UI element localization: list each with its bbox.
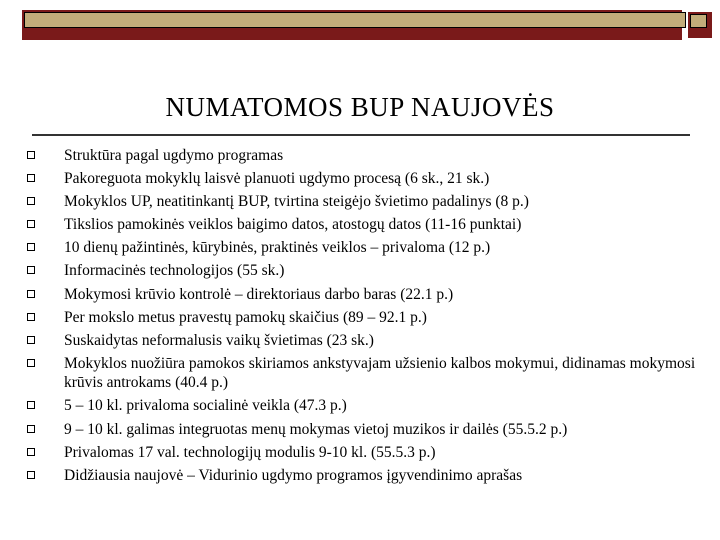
bullet-item <box>26 192 706 212</box>
bullet-text: 10 dienų pažintinės, kūrybinės, praktinės veiklos – privaloma (12 p.) <box>64 239 491 257</box>
bullet-item <box>26 466 706 486</box>
hollow-square-bullet-icon <box>27 266 35 274</box>
bullet-text: 9 – 10 kl. galimas integruotas menų mokymas vietoj muzikos ir dailės (55.5.2 p.) <box>64 420 568 438</box>
bullet-item <box>26 169 706 189</box>
bullet-text: Pakoreguota mokyklų laisvė planuoti ugdymo procesą (6 sk., 21 sk.) <box>64 170 490 188</box>
hollow-square-bullet-icon <box>27 313 35 321</box>
slide-title: NUMATOMOS BUP NAUJOVĖS <box>165 92 555 122</box>
bullet-item <box>26 146 706 166</box>
bullet-text: Informacinės technologijos (55 sk.) <box>64 262 285 280</box>
hollow-square-bullet-icon <box>27 359 35 367</box>
bullet-item <box>26 215 706 235</box>
hollow-square-bullet-icon <box>27 151 35 159</box>
bullet-text: Struktūra pagal ugdymo programas <box>64 147 284 164</box>
hollow-square-bullet-icon <box>27 290 35 298</box>
bullet-item <box>26 354 706 393</box>
hollow-square-bullet-icon <box>27 174 35 182</box>
bullet-text: Per mokslo metus pravestų pamokų skaičius (89 – 92.1 p.) <box>64 308 427 326</box>
header-corner-square-inner <box>690 14 707 28</box>
hollow-square-bullet-icon <box>27 220 35 228</box>
bullet-text: Mokymosi krūvio kontrolė – direktoriaus darbo baras (22.1 p.) <box>64 285 454 303</box>
bullet-item <box>26 308 706 328</box>
hollow-square-bullet-icon <box>27 197 35 205</box>
hollow-square-bullet-icon <box>27 243 35 251</box>
decorative-header-bar <box>22 10 712 40</box>
hollow-square-bullet-icon <box>27 471 35 479</box>
bullet-text: Mokyklos nuožiūra pamokos skiriamos ankstyvajam užsienio kalbos mokymui, didinamas mokymosi krūvis antrokams (40.4 p.) <box>64 354 696 392</box>
bullet-item <box>26 238 706 258</box>
bullet-text: Privalomas 17 val. technologijų modulis 9-10 kl. (55.5.3 p.) <box>64 443 436 461</box>
bullet-list <box>26 146 706 489</box>
hollow-square-bullet-icon <box>27 425 35 433</box>
bullet-item <box>26 396 706 416</box>
bullet-item <box>26 285 706 305</box>
bullet-text: Suskaidytas neformalusis vaikų švietimas (23 sk.) <box>64 331 374 349</box>
bullet-item <box>26 443 706 463</box>
header-tan-band <box>24 12 686 28</box>
bullet-item <box>26 261 706 281</box>
bullet-text: 5 – 10 kl. privaloma socialinė veikla (47.3 p.) <box>64 397 347 415</box>
header-corner-square <box>688 12 712 38</box>
bullet-text: Tikslios pamokinės veiklos baigimo datos, atostogų datos (11-16 punktai) <box>64 216 522 234</box>
bullet-text: Didžiausia naujovė – Vidurinio ugdymo programos įgyvendinimo aprašas <box>64 466 523 484</box>
hollow-square-bullet-icon <box>27 401 35 409</box>
hollow-square-bullet-icon <box>27 448 35 456</box>
bullet-item <box>26 420 706 440</box>
bullet-item <box>26 331 706 351</box>
bullet-text: Mokyklos UP, neatitinkantį BUP, tvirtina steigėjo švietimo padalinys (8 p.) <box>64 193 529 211</box>
hollow-square-bullet-icon <box>27 336 35 344</box>
title-divider <box>32 134 690 136</box>
